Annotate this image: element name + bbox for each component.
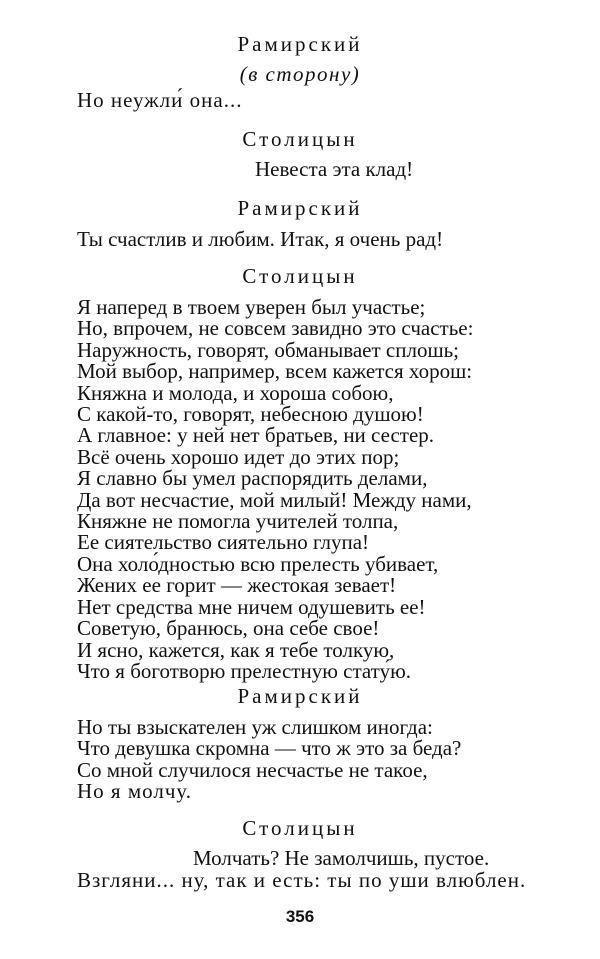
verse-line: Мой выбор, например, всем кажется хорош: [77, 359, 473, 384]
verse-line: Ее сиятельство сиятельно глупа! [77, 530, 370, 555]
speaker-name: Рамирский [237, 196, 363, 220]
verse-line: Но я молчу. [77, 779, 193, 804]
verse-stanza [77, 717, 461, 803]
verse-line: А главное: у ней нет братьев, ни сестер. [77, 423, 435, 448]
verse-line: Всё очень хорошо идет до этих пор; [77, 444, 400, 469]
verse-line: Княжна и молода, и хороша собою, [77, 380, 394, 405]
verse-line: Княжне не помогла учителей толпа, [77, 509, 399, 534]
verse-line: Я наперед в твоем уверен был участье; [77, 295, 426, 319]
verse-line: Что я боготворю прелестную стату́ю. [77, 658, 412, 683]
verse-line: Наружность, говорят, обманывает сплошь; [77, 337, 460, 362]
verse-line: Нет средства мне ничем одушевить ее! [77, 594, 426, 619]
verse-line: Невеста эта клад! [255, 157, 414, 181]
speaker-name: Столицын [242, 127, 358, 151]
page-number: 356 [285, 907, 315, 926]
verse-line: С какой-то, говорят, небесною душою! [77, 402, 424, 427]
verse-line: Советую, бранюсь, она себе свое! [77, 616, 380, 641]
verse-line: Но, впрочем, не совсем завидно это счастье: [77, 316, 474, 341]
verse-line: Молчать? Не замолчишь, пустое. [193, 846, 490, 870]
verse-line: Жених ее горит — жестокая зевает! [77, 573, 397, 598]
verse-stanza [77, 297, 473, 682]
speaker-name: Рамирский [237, 32, 363, 56]
stage-direction: (в сторону) [239, 62, 361, 86]
verse-line: Но неужли́ она... [77, 88, 243, 112]
verse-line: Она холо́дностью всю прелесть убивает, [77, 551, 439, 576]
verse-line: Ты счастлив и любим. Итак, я очень рад! [77, 227, 444, 251]
speaker-name: Столицын [242, 264, 358, 288]
speaker-name: Рамирский [237, 684, 363, 708]
verse-line: Я славно бы умел распорядить делами, [77, 466, 428, 491]
verse-line: Что девушка скромна — что ж это за беда? [77, 736, 462, 761]
verse-line: Взгляни... ну, так и есть: ты по уши влюблен. [77, 868, 527, 892]
speaker-name: Столицын [242, 816, 358, 840]
verse-line: Со мной случилося несчастье не такое, [77, 757, 428, 782]
verse-line: Но ты взыскателен уж слишком иногда: [77, 715, 433, 739]
verse-line: Да вот несчастие, мой милый! Между нами, [77, 487, 472, 512]
verse-line: И ясно, кажется, как я тебе толкую, [77, 637, 395, 662]
